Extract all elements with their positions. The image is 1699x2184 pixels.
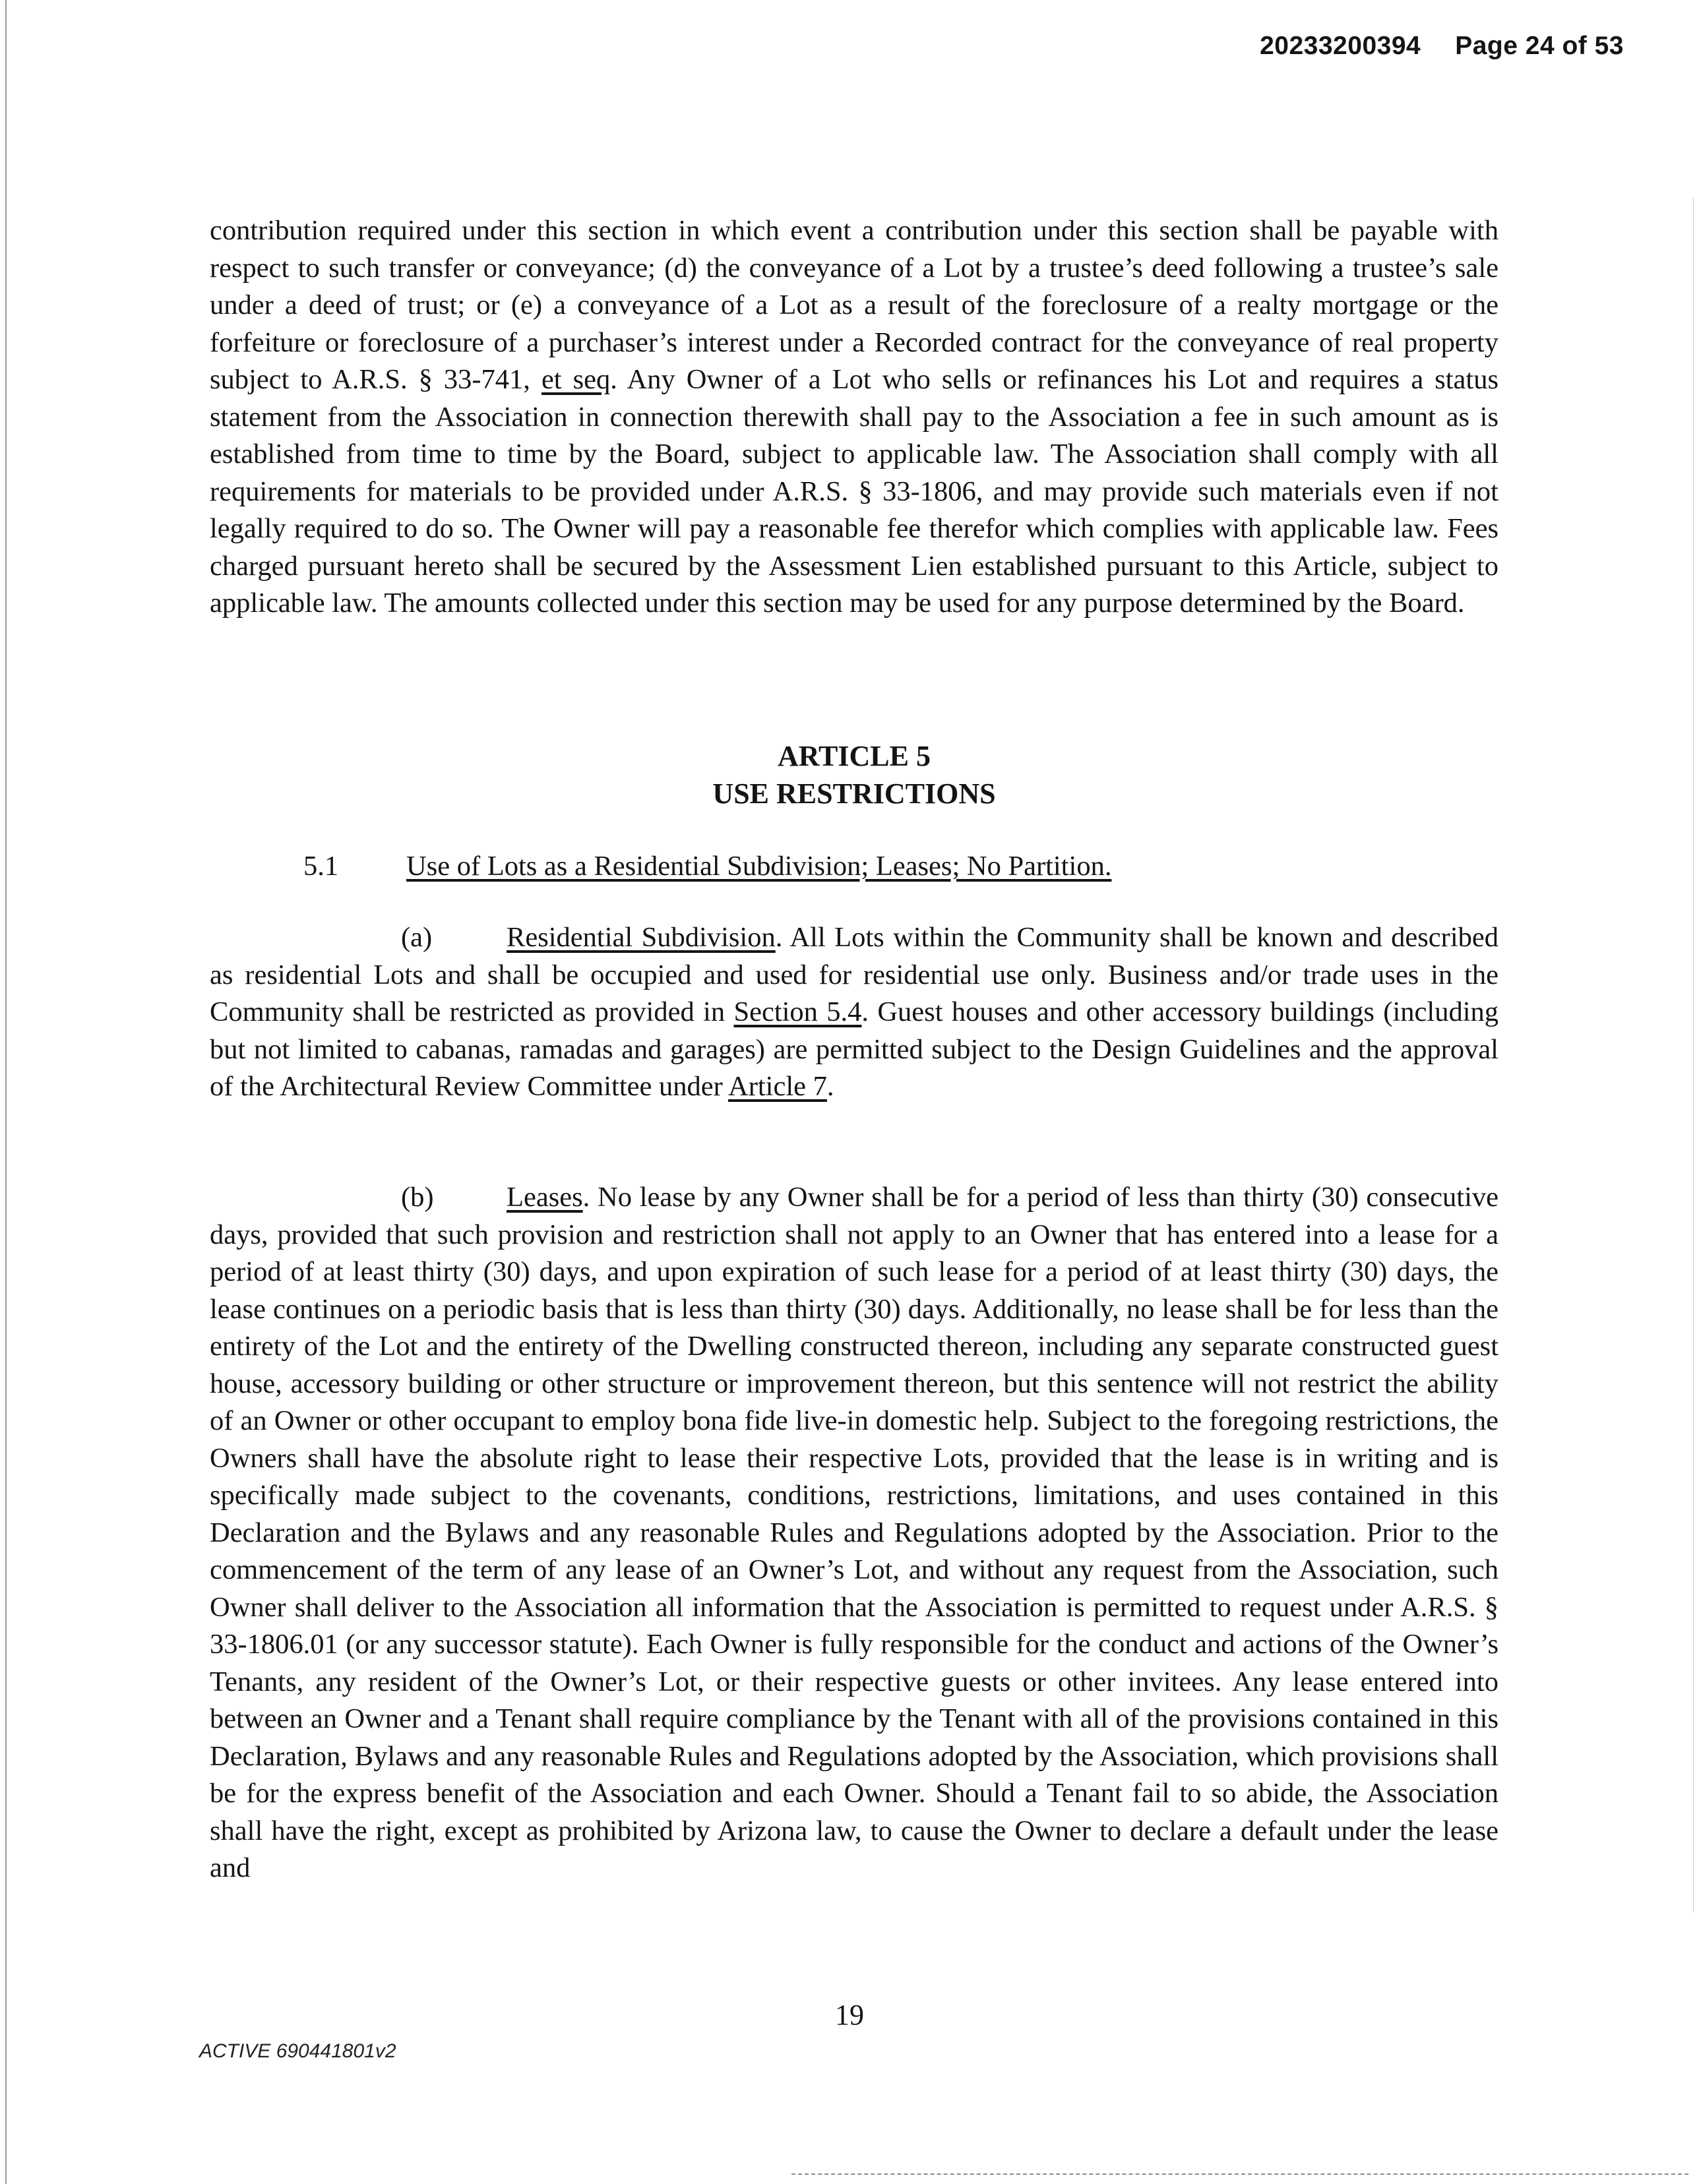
paragraph-text: . Any Owner of a Lot who sells or refinances his Lot and requires a status statement from the Association in connection therewith shall pay to the Association a fee in such amount as is established from time to time by the Board, subject to applicable law. The Association shall comply with all requirements for materials to be provided under A.R.S. § 33-1806, and may provide such materials even if not legally required to do so. The Owner will pay a reasonable fee therefor which complies with applicable law. Fees charged pursuant hereto shall be secured by the Assessment Lien established pursuant to this Article, subject to applicable law. The amounts collected under this section may be used for any purpose determined by the Board. xyxy=(210,364,1498,619)
page-indicator: Page 24 of 53 xyxy=(1455,32,1624,60)
subsection-b xyxy=(210,1179,1498,1887)
subsection-heading: Residential Subdivision xyxy=(507,922,776,953)
page-number: 19 xyxy=(835,1999,864,2031)
scan-edge-bottom xyxy=(791,2173,1688,2175)
paragraph-text: contribution required under this section in which event a contribution under this section shall be payable with respect to such transfer or conveyance; (d) the conveyance of a Lot by a trustee’s deed following a trustee’s sale under a deed of trust; or (e) a conveyance of a Lot as a result of the foreclosure of a realty mortgage or the forfeiture or foreclosure of a purchaser’s interest under a Recorded contract for the conveyance of real property subject to A.R.S. § 33-741, xyxy=(210,215,1498,395)
subsection-heading: Leases xyxy=(507,1182,583,1213)
section-number: 5.1 xyxy=(303,851,339,882)
scan-edge-right xyxy=(1693,198,1694,1912)
paragraph-text: . No lease by any Owner shall be for a period of less than thirty (30) consecutive days, provided that such provision and restriction shall not apply to an Owner that has entered into a lease for a period of at least thirty (30) days, and upon expiration of such lease for a period of at least thirty (30) days, the lease continues on a periodic basis that is less than thirty (30) days. Additionally, no lease shall be for less than the entirety of the Lot and the entirety of the Dwelling constructed thereon, including any separate constructed guest house, accessory building or other structure or improvement thereon, but this sentence will not restrict the ability of an Owner or other occupant to employ bona fide live-in domestic help. Subject to the foregoing restrictions, the Owners shall have the absolute right to lease their respective Lots, provided that the lease is in writing and is specifically made subject to the covenants, conditions, restrictions, limitations, and uses contained in this Declaration and the Bylaws and any reasonable Rules and Regulations adopted by the Association. Prior to the commencement of the term of any lease of an Owner’s Lot, and without any request from the Association, such Owner shall deliver to the Association all information that the Association is permitted to request under A.R.S. § 33-1806.01 (or any successor statute). Each Owner is fully responsible for the conduct and actions of the Owner’s Tenants, any resident of the Owner’s Lot, or their respective guests or other invitees. Any lease entered into between an Owner and a Tenant shall require compliance by the Tenant with all of the provisions contained in this Declaration, Bylaws and any reasonable Rules and Regulations adopted by the Association, which provisions shall be for the express benefit of the Association and each Owner. Should a Tenant fail to so abide, the Association shall have the right, except as prohibited by Arizona law, to cause the Owner to declare a default under the lease and xyxy=(210,1182,1498,1883)
document-id: ACTIVE 690441801v2 xyxy=(199,2040,396,2062)
subsection-label: (b) xyxy=(401,1182,434,1213)
document-number: 20233200394 xyxy=(1260,32,1421,60)
article-title: USE RESTRICTIONS xyxy=(712,777,996,810)
et-seq-term: et seq xyxy=(541,364,611,395)
article-heading xyxy=(210,737,1498,812)
paragraph-text: . xyxy=(826,1071,834,1102)
cross-reference: Section 5.4 xyxy=(733,996,862,1027)
section-heading xyxy=(303,848,1111,886)
cross-reference: Article 7 xyxy=(728,1071,827,1102)
subsection-a xyxy=(210,919,1498,1106)
article-number: ARTICLE 5 xyxy=(778,740,931,772)
subsection-label: (a) xyxy=(401,922,433,953)
section-title: Use of Lots as a Residential Subdivision; Leases; No Partition. xyxy=(406,851,1112,882)
continued-paragraph xyxy=(210,212,1498,622)
paragraph-text: . Guest houses and other accessory buildings (including but not limited to cabanas, ramadas and garages) are permitted subject to the Design Guidelines and the approval of the Architectural Review Committee under xyxy=(210,996,1499,1102)
paragraph-text: . All Lots within the Community shall be known and described as residential Lots and shall be occupied and used for residential use only. Business and/or trade uses in the Community shall be restricted as provided in xyxy=(210,922,1498,1027)
recording-header xyxy=(1260,32,1624,61)
scan-edge-left xyxy=(5,0,7,2184)
